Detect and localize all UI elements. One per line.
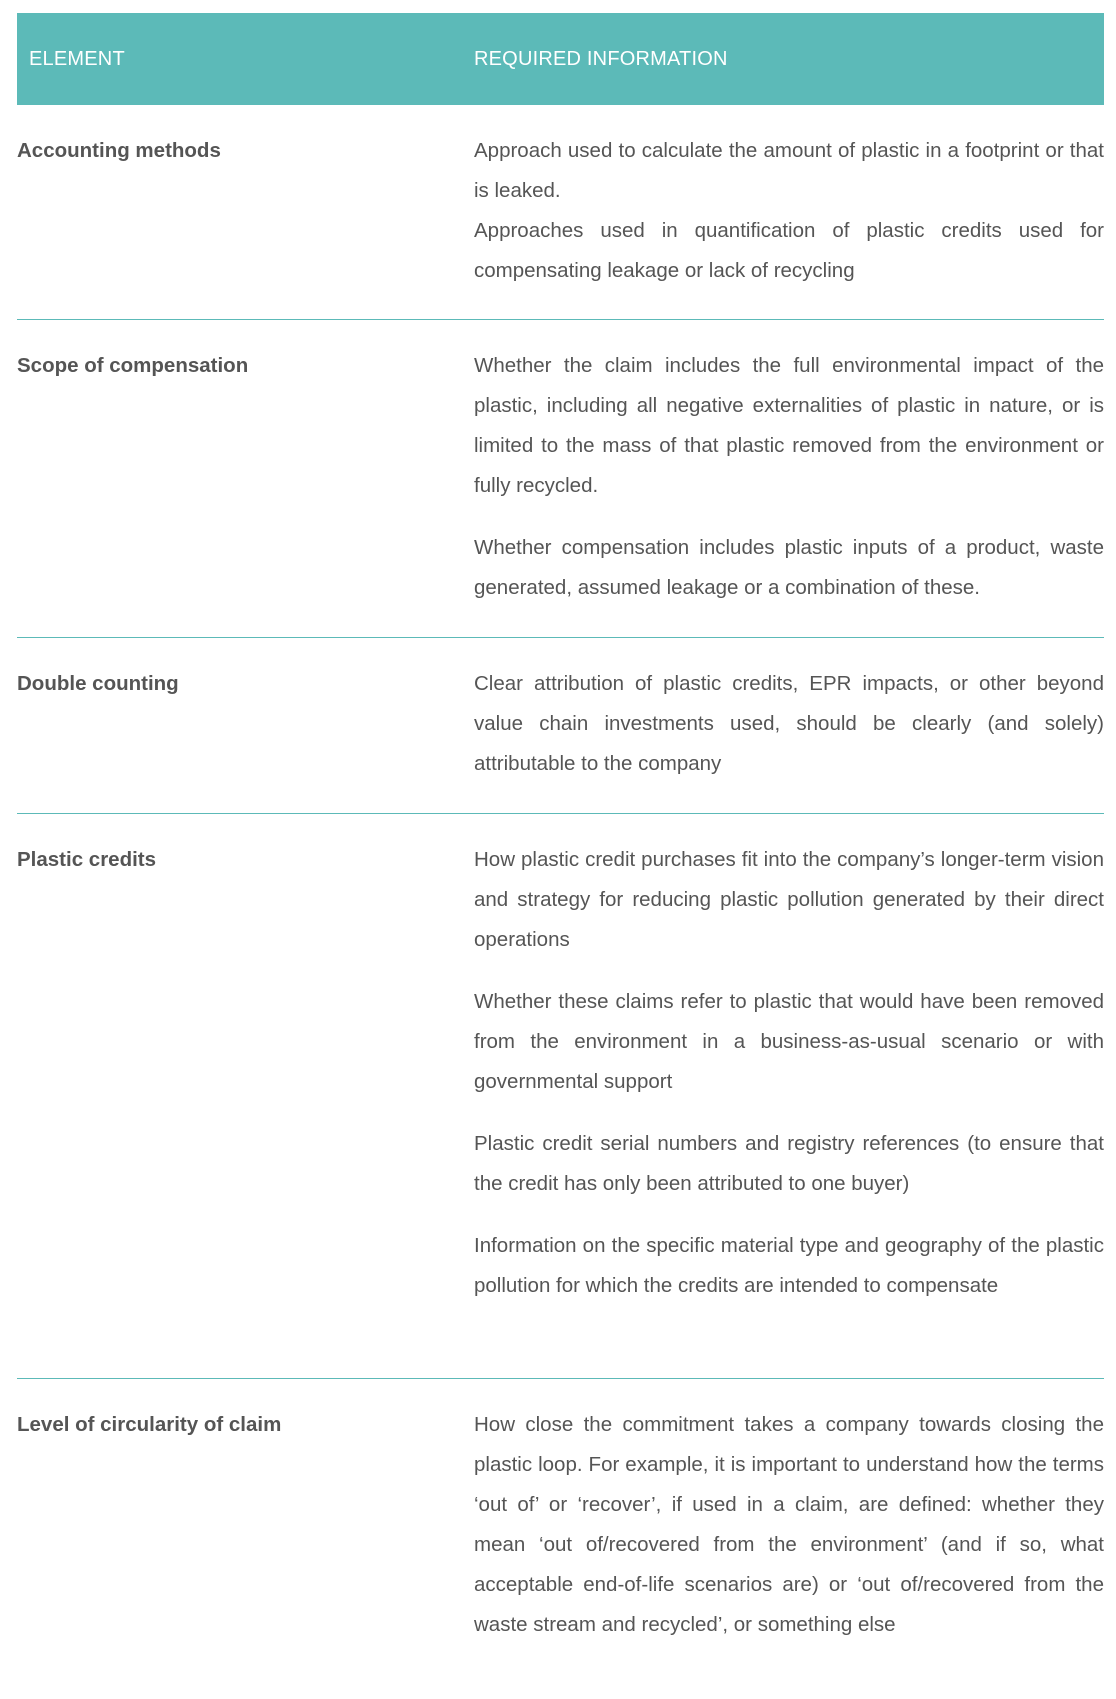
- table-row: [17, 814, 1104, 1379]
- row-required-information: [474, 814, 1104, 1378]
- row-required-information: [474, 105, 1104, 319]
- table-row: [17, 1379, 1104, 1699]
- row-element-label: Double counting: [17, 672, 179, 695]
- info-paragraph: Information on the specific material type and geography of the plastic pollution for which the credits are intended to compensate: [474, 1234, 1104, 1297]
- info-paragraph: Clear attribution of plastic credits, EPR impacts, or other beyond value chain investments used, should be clearly (and solely) attributable to the company: [474, 672, 1104, 775]
- row-required-information: [474, 638, 1104, 813]
- header-required-information: REQUIRED INFORMATION: [474, 47, 728, 70]
- info-paragraph: Plastic credit serial numbers and registry references (to ensure that the credit has only been attributed to one buyer): [474, 1132, 1104, 1195]
- table-row: [17, 105, 1104, 320]
- row-element-label: Scope of compensation: [17, 354, 249, 377]
- info-paragraph: Whether these claims refer to plastic that would have been removed from the environment in a business-as-usual scenario or with governmental support: [474, 990, 1104, 1093]
- row-required-information: [474, 1379, 1104, 1699]
- info-paragraph: Whether the claim includes the full environmental impact of the plastic, including all negative externalities of plastic in nature, or is limited to the mass of that plastic removed from the environment or fully recycled.: [474, 354, 1104, 497]
- requirements-table: [17, 13, 1104, 1699]
- info-paragraph: Approaches used in quantification of plastic credits used for compensating leakage or lack of recycling: [474, 219, 1104, 282]
- row-element-label: Plastic credits: [17, 848, 157, 871]
- info-paragraph: How close the commitment takes a company towards closing the plastic loop. For example, it is important to understand how the terms ‘out of’ or ‘recover’, if used in a claim, are defined: whether they mean ‘out of/recovered from the environment’ (and if so, what acceptable end-of-life scenarios are) or ‘out of/recovered from the waste stream and recycled’, or something else: [474, 1413, 1104, 1636]
- info-paragraph: How plastic credit purchases fit into the company’s longer-term vision and strategy for reducing plastic pollution generated by their direct operations: [474, 848, 1104, 951]
- row-element-label: Accounting methods: [17, 139, 221, 162]
- row-required-information: [474, 320, 1104, 637]
- table-row: [17, 320, 1104, 638]
- table-header: [17, 13, 1104, 105]
- header-element: ELEMENT: [29, 47, 125, 70]
- table-row: [17, 638, 1104, 814]
- info-paragraph: Approach used to calculate the amount of plastic in a footprint or that is leaked.: [474, 139, 1104, 202]
- info-paragraph: Whether compensation includes plastic inputs of a product, waste generated, assumed leakage or a combination of these.: [474, 536, 1104, 599]
- row-element-label: Level of circularity of claim: [17, 1413, 282, 1436]
